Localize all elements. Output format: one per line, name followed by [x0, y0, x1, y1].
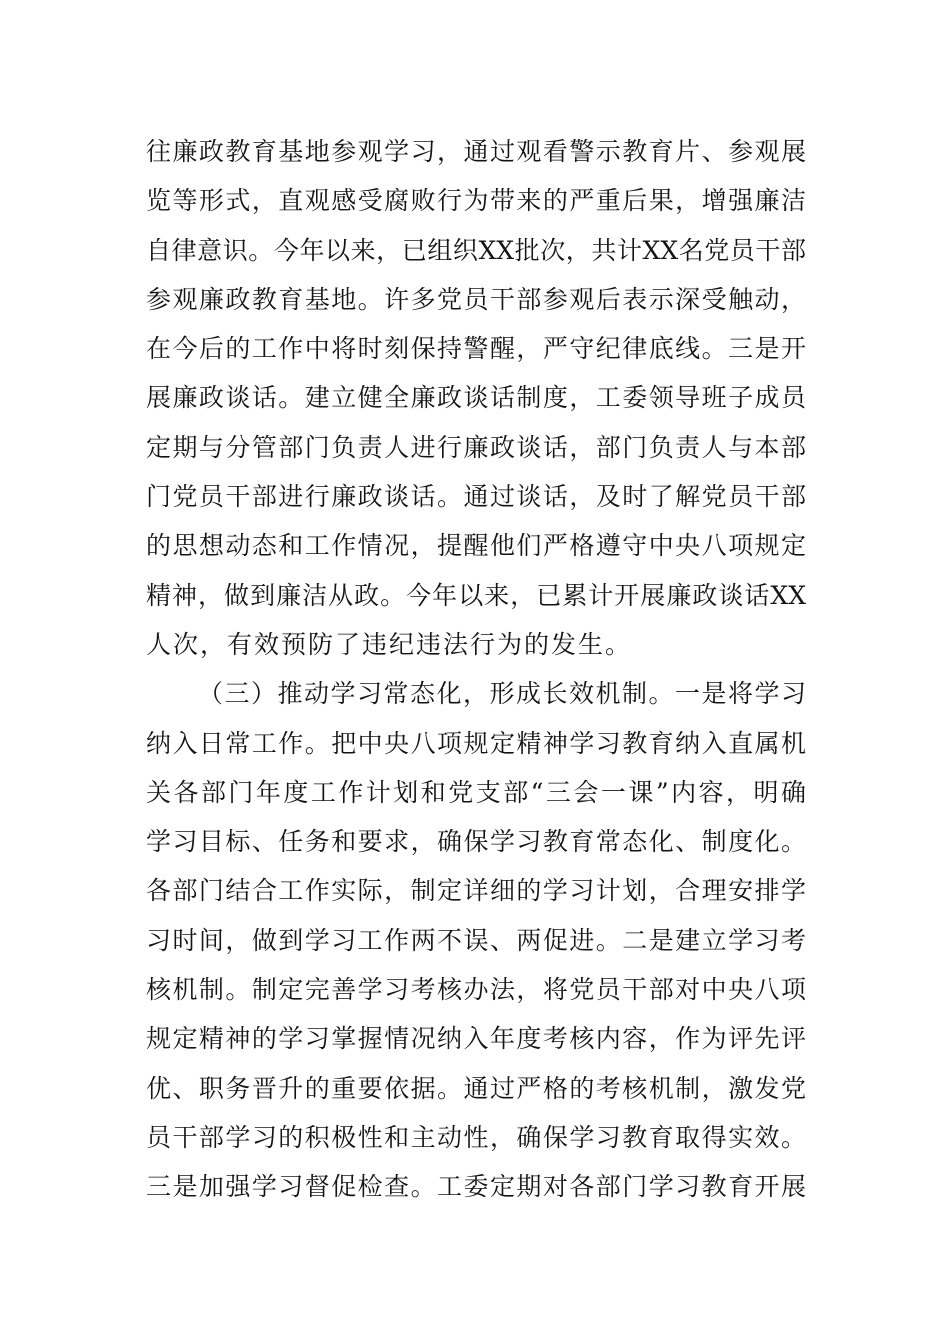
text-line: 的思想动态和工作情况，提醒他们严格遵守中央八项规定 [146, 531, 806, 561]
text-line: 在今后的工作中将时刻保持警醒，严守纪律底线。三是开 [146, 334, 806, 364]
text-line: 员干部学习的积极性和主动性，确保学习教育取得实效。 [146, 1122, 806, 1152]
text-line: 自律意识。今年以来，已组织XX批次，共计XX名党员干部 [146, 235, 806, 265]
text-line: 览等形式，直观感受腐败行为带来的严重后果，增强廉洁 [146, 186, 806, 216]
text-line: 精神，做到廉洁从政。今年以来，已累计开展廉政谈话XX [146, 580, 806, 610]
text-line: 学习目标、任务和要求，确保学习教育常态化、制度化。 [146, 827, 806, 857]
text-line: 人次，有效预防了违纪违法行为的发生。 [146, 629, 633, 659]
text-line: 门党员干部进行廉政谈话。通过谈话，及时了解党员干部 [146, 482, 806, 512]
text-line: 往廉政教育基地参观学习，通过观看警示教育片、参观展 [146, 137, 806, 166]
text-line: 关各部门年度工作计划和党支部“三会一课”内容，明确 [146, 777, 806, 807]
text-line: 规定精神的学习掌握情况纳入年度考核内容，作为评先评 [146, 1024, 806, 1054]
text-line: 展廉政谈话。建立健全廉政谈话制度，工委领导班子成员 [146, 383, 806, 413]
body-text [146, 127, 806, 1212]
section-heading-line: （三）推动学习常态化，形成长效机制。一是将学习 [198, 679, 806, 709]
text-line: 纳入日常工作。把中央八项规定精神学习教育纳入直属机 [146, 728, 806, 758]
text-line: 核机制。制定完善学习考核办法，将党员干部对中央八项 [146, 975, 806, 1005]
text-line: 各部门结合工作实际，制定详细的学习计划，合理安排学 [146, 876, 806, 906]
text-line: 定期与分管部门负责人进行廉政谈话，部门负责人与本部 [146, 432, 806, 462]
text-line: 习时间，做到学习工作两不误、两促进。二是建立学习考 [146, 925, 806, 955]
text-line: 参观廉政教育基地。许多党员干部参观后表示深受触动， [146, 284, 806, 314]
text-line: 优、职务晋升的重要依据。通过严格的考核机制，激发党 [146, 1073, 806, 1103]
text-line: 三是加强学习督促检查。工委定期对各部门学习教育开展 [146, 1172, 806, 1202]
